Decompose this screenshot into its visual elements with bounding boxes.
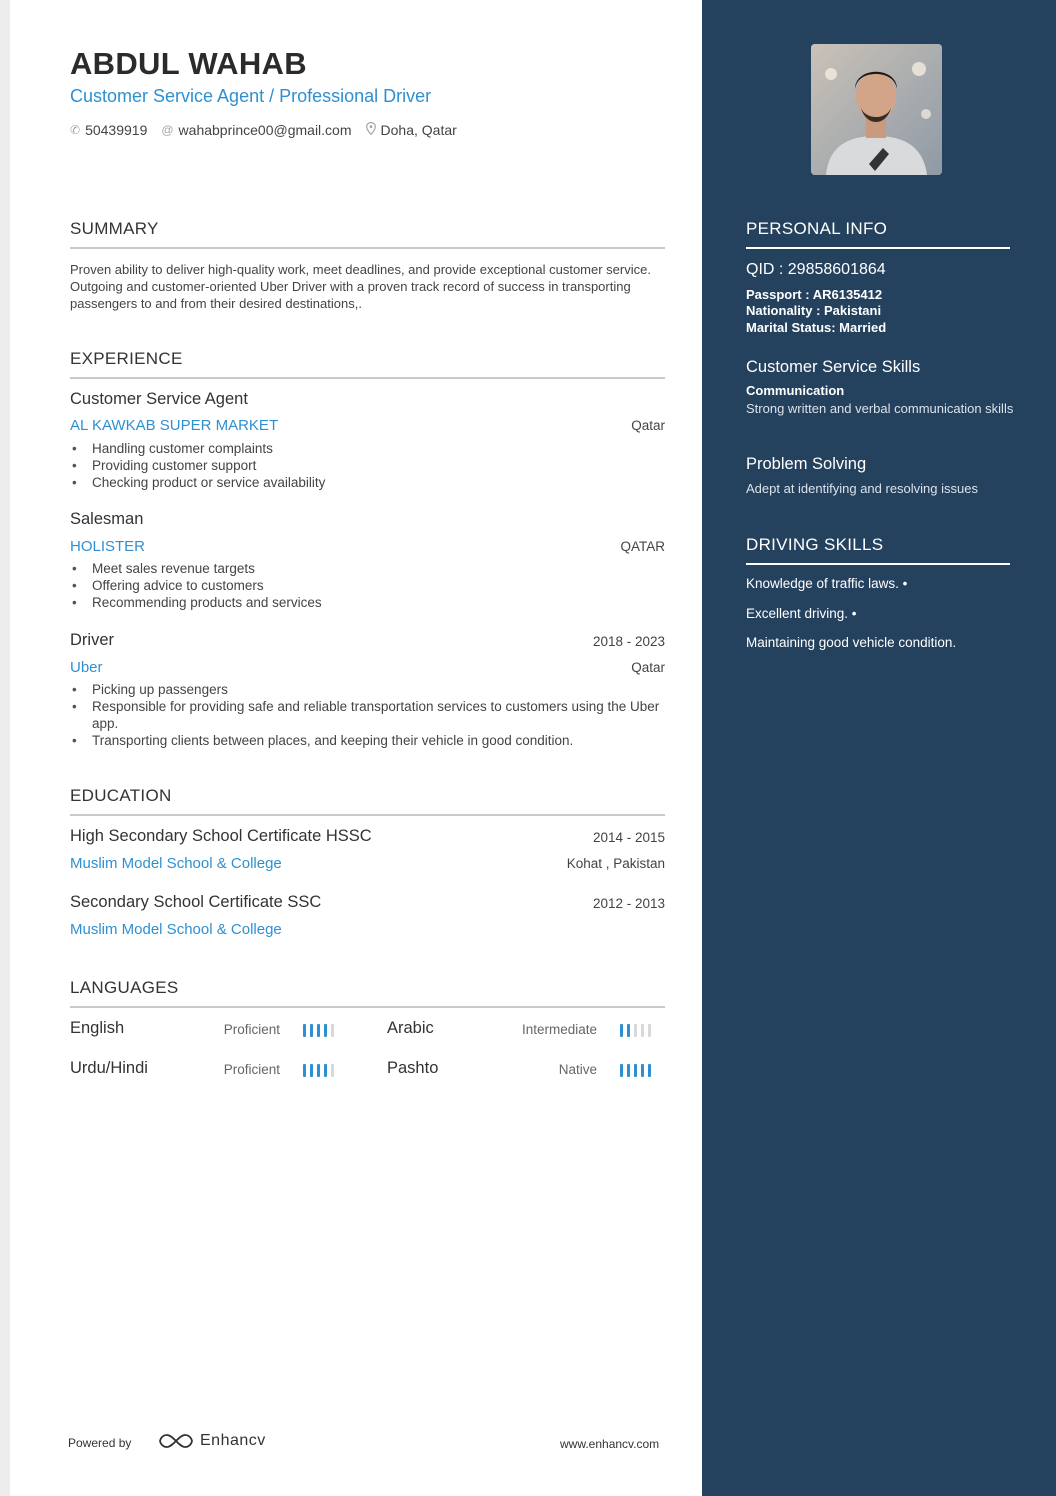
rating-segment-filled	[641, 1064, 644, 1077]
list-item: • Handling customer complaints	[70, 440, 665, 457]
job-title: Customer Service Agent	[70, 390, 248, 408]
language-rating-bars	[303, 1024, 334, 1037]
language-level: Native	[558, 1062, 597, 1077]
list-item: • Offering advice to customers	[70, 577, 665, 594]
rating-segment-filled	[627, 1024, 630, 1037]
language-level: Proficient	[223, 1062, 280, 1077]
education-school[interactable]: Muslim Model School & College	[70, 921, 282, 938]
job-company[interactable]: HOLISTER	[70, 538, 146, 555]
job-bullets	[70, 681, 665, 749]
phone-contact[interactable]	[70, 122, 147, 138]
driving-skill-item: Maintaining good vehicle condition.	[746, 635, 957, 650]
education-degree: Secondary School Certificate SSC	[70, 893, 322, 911]
brand-name: Enhancv	[200, 1432, 266, 1449]
job-location: Qatar	[631, 660, 665, 675]
rating-segment-empty	[648, 1024, 651, 1037]
job-company[interactable]: Uber	[70, 659, 103, 676]
education-dates: 2012 - 2013	[592, 896, 665, 911]
education-school[interactable]: Muslim Model School & College	[70, 855, 282, 872]
rating-segment-filled	[648, 1064, 651, 1077]
driving-skill-item: Knowledge of traffic laws. •	[746, 576, 908, 591]
language-name: Pashto	[387, 1059, 439, 1077]
job-title: Driver	[70, 631, 114, 649]
list-item: • Checking product or service availability	[70, 474, 665, 491]
skill-title: Problem Solving	[746, 455, 867, 473]
language-row	[70, 1019, 665, 1043]
experience-heading: EXPERIENCE	[70, 349, 665, 379]
rating-segment-filled	[303, 1024, 306, 1037]
personal-info-heading: PERSONAL INFO	[746, 219, 1010, 249]
list-item: • Responsible for providing safe and reliable transportation services to customers using the Uber app.	[70, 698, 665, 732]
powered-by-label: Powered by	[68, 1436, 132, 1450]
rating-segment-filled	[317, 1024, 320, 1037]
location-value: Doha, Qatar	[380, 122, 457, 138]
languages-heading: LANGUAGES	[70, 978, 665, 1008]
list-item: • Transporting clients between places, and keeping their vehicle in good condition.	[70, 732, 665, 749]
list-item: • Picking up passengers	[70, 681, 665, 698]
email-contact[interactable]	[161, 122, 351, 138]
job-bullets	[70, 440, 665, 491]
candidate-role: Customer Service Agent / Professional Driver	[70, 86, 432, 106]
rating-segment-filled	[310, 1064, 313, 1077]
rating-segment-filled	[620, 1024, 623, 1037]
language-name: English	[70, 1019, 125, 1037]
skill-subtitle: Communication	[746, 383, 845, 398]
location-pin-icon	[366, 122, 376, 138]
education-heading: EDUCATION	[70, 786, 665, 816]
education-degree: High Secondary School Certificate HSSC	[70, 827, 372, 845]
phone-value: 50439919	[85, 122, 148, 138]
language-row	[70, 1059, 665, 1083]
education-location: Kohat , Pakistan	[566, 856, 665, 871]
driving-skill-item: Excellent driving. •	[746, 606, 857, 621]
job-title: Salesman	[70, 510, 144, 528]
list-item: • Recommending products and services	[70, 594, 665, 611]
job-company[interactable]: AL KAWKAB SUPER MARKET	[70, 417, 279, 434]
rating-segment-filled	[303, 1064, 306, 1077]
language-level: Intermediate	[521, 1022, 597, 1037]
skill-title: Customer Service Skills	[746, 358, 921, 376]
list-item: • Providing customer support	[70, 457, 665, 474]
rating-segment-filled	[324, 1024, 327, 1037]
footer-url[interactable]: www.enhancv.com	[560, 1437, 660, 1451]
location-contact	[366, 122, 457, 138]
rating-segment-empty	[641, 1024, 644, 1037]
driving-skills-heading: DRIVING SKILLS	[746, 535, 1010, 565]
education-dates: 2014 - 2015	[592, 830, 665, 845]
rating-segment-filled	[620, 1064, 623, 1077]
job-location: QATAR	[620, 539, 665, 554]
rating-segment-filled	[310, 1024, 313, 1037]
job-bullets	[70, 560, 665, 611]
rating-segment-filled	[634, 1064, 637, 1077]
list-item: • Meet sales revenue targets	[70, 560, 665, 577]
marital-status-text: Marital Status: Married	[746, 320, 887, 335]
language-name: Arabic	[387, 1019, 434, 1037]
rating-segment-filled	[324, 1064, 327, 1077]
rating-segment-filled	[627, 1064, 630, 1077]
phone-icon: ✆	[70, 123, 81, 137]
language-level: Proficient	[223, 1022, 280, 1037]
summary-text: Proven ability to deliver high-quality work, meet deadlines, and provide exceptional customer service. Outgoing and customer-oriented Uber Driver with a proven track record of success in transporting passengers to and from their desired destinations,.	[70, 262, 651, 311]
contact-bar	[70, 122, 457, 138]
language-name: Urdu/Hindi	[70, 1059, 148, 1077]
enhancv-logo[interactable]	[158, 1432, 266, 1450]
rating-segment-empty	[331, 1024, 334, 1037]
nationality-text: Nationality : Pakistani	[746, 303, 882, 318]
summary-heading: SUMMARY	[70, 219, 665, 249]
language-rating-bars	[620, 1024, 651, 1037]
language-rating-bars	[303, 1064, 334, 1077]
job-location: Qatar	[631, 418, 665, 433]
qid-text: QID : 29858601864	[746, 261, 886, 278]
skill-description: Adept at identifying and resolving issues	[746, 481, 978, 496]
profile-photo	[811, 44, 942, 175]
skill-description: Strong written and verbal communication skills	[746, 401, 1014, 416]
page-edge	[0, 0, 10, 1496]
rating-segment-empty	[634, 1024, 637, 1037]
at-icon: @	[161, 123, 174, 137]
job-dates: 2018 - 2023	[592, 634, 665, 649]
candidate-name: ABDUL WAHAB	[70, 46, 307, 81]
email-value: wahabprince00@gmail.com	[178, 122, 352, 138]
rating-segment-empty	[331, 1064, 334, 1077]
infinity-logo-icon	[158, 1432, 194, 1450]
language-rating-bars	[620, 1064, 651, 1077]
passport-text: Passport : AR6135412	[746, 287, 883, 302]
rating-segment-filled	[317, 1064, 320, 1077]
